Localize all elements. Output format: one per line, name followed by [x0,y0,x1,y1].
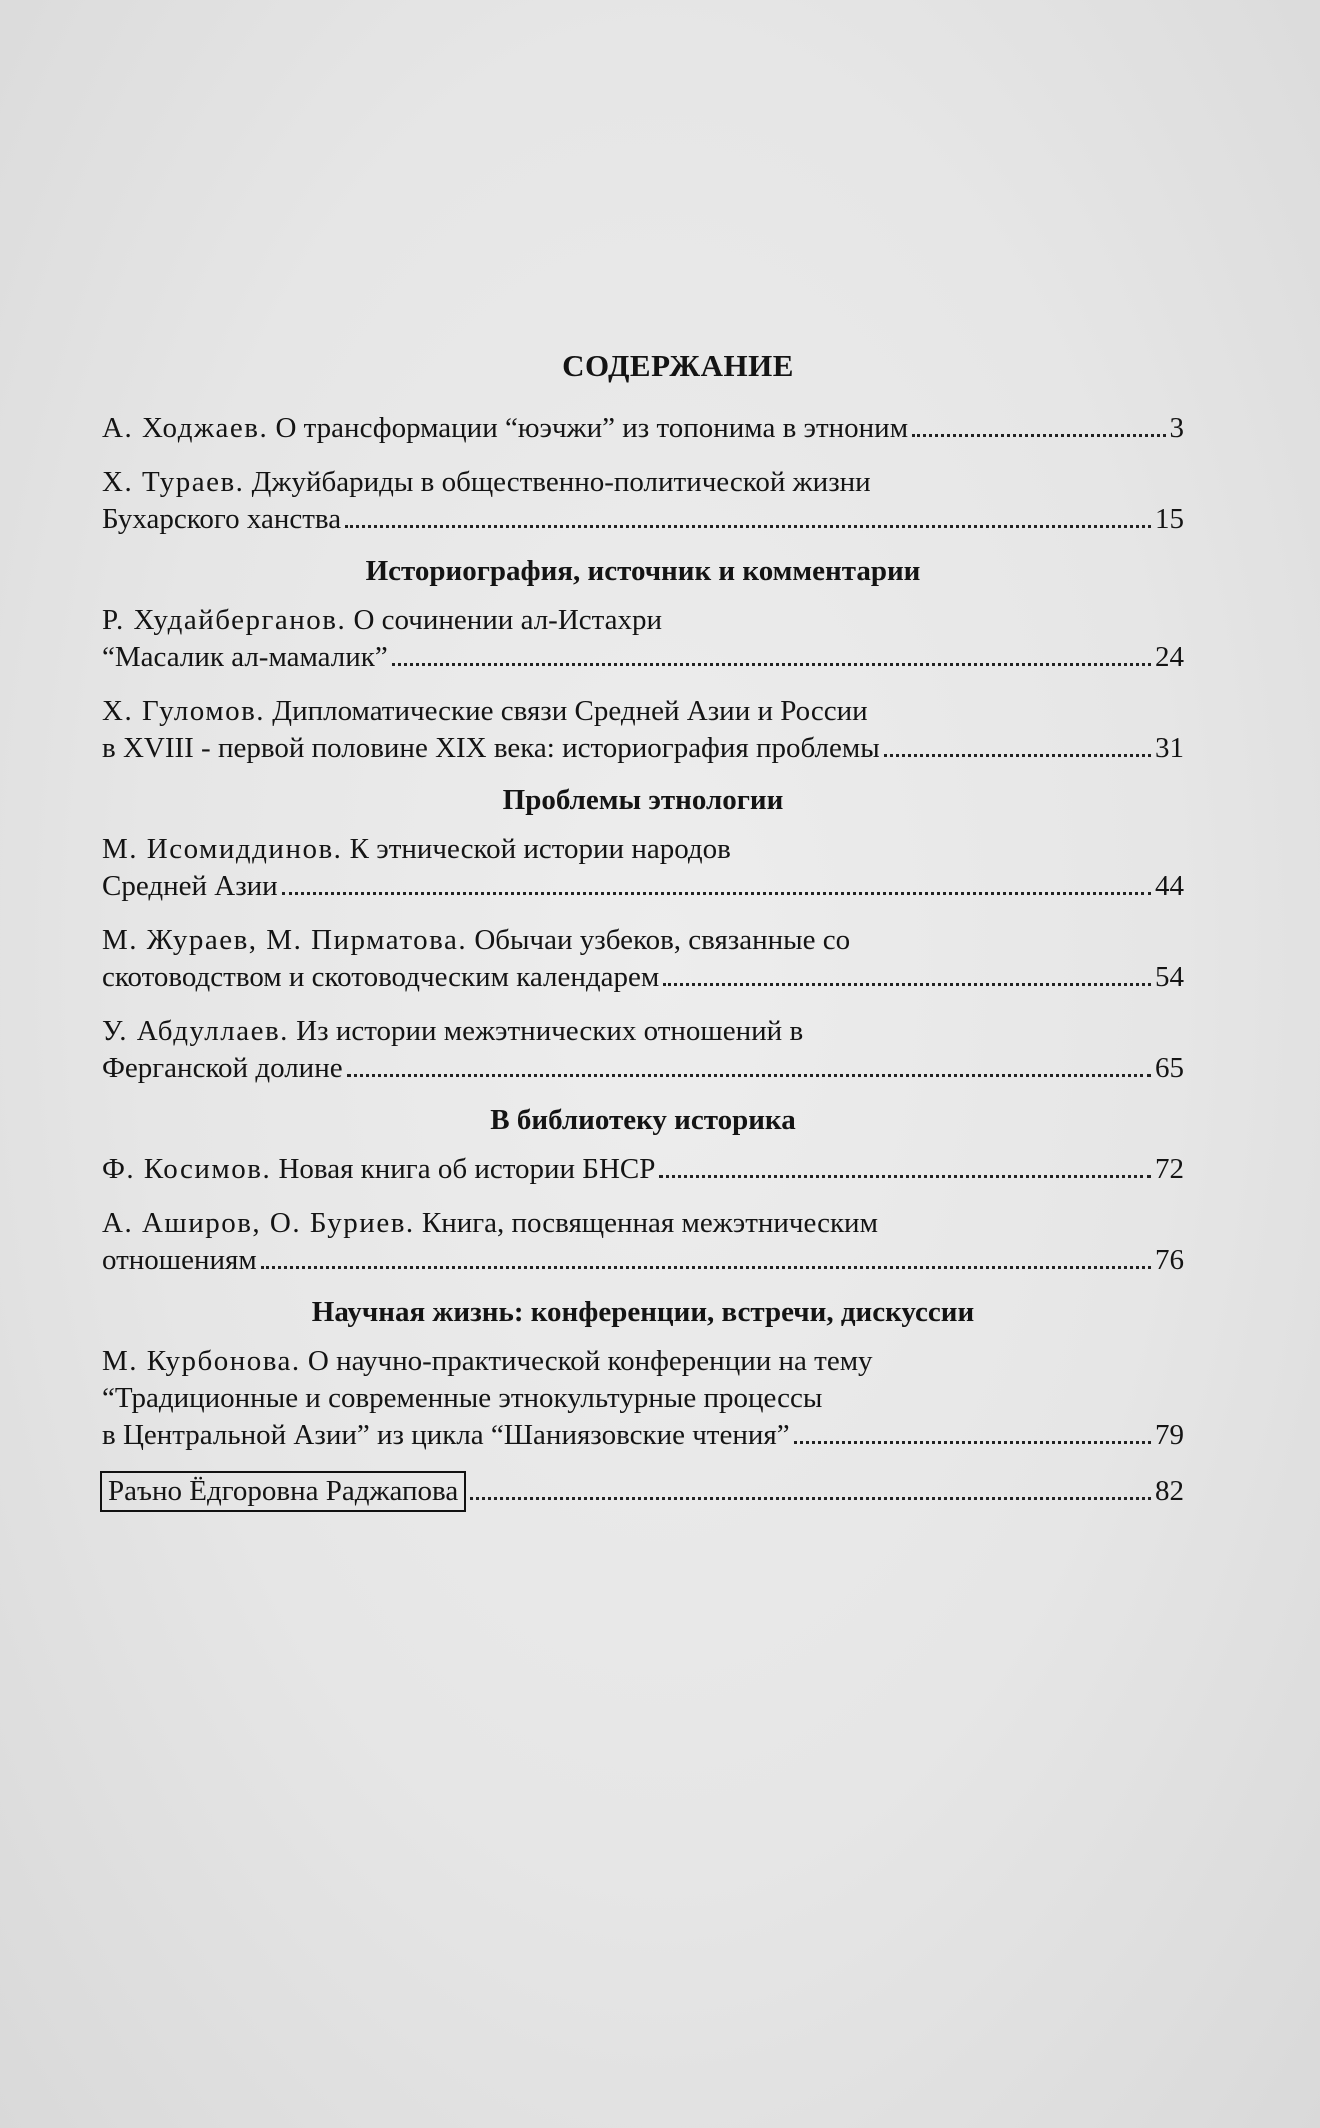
dot-leader [345,525,1151,528]
entry-text [102,410,908,447]
entry-text [102,833,731,865]
page-number: 24 [1155,641,1184,673]
entry-title: “Традиционные и современные этнокультурные процессы [102,1382,823,1414]
entry-title: Обычаи узбеков, связанные со [474,924,851,956]
page-number: 76 [1155,1244,1184,1276]
toc-entry-line [102,922,1184,959]
page-number: 31 [1155,732,1184,764]
page-title: СОДЕРЖАНИЕ [562,348,794,383]
section-heading: В библиотеку историка [490,1104,796,1136]
dot-leader [794,1441,1151,1444]
toc-entry [102,1205,1184,1279]
entry-text [102,466,871,498]
entry-text [102,730,880,767]
section-heading: Научная жизнь: конференции, встречи, дискуссии [311,1296,975,1328]
toc-entry-line [102,693,1184,730]
entry-author: М. Курбонова. [102,1345,301,1377]
entry-title: К этнической истории народов [349,833,731,865]
page-number: 72 [1155,1153,1184,1185]
toc-entry [102,1013,1184,1087]
page-number: 65 [1155,1052,1184,1084]
dot-leader [347,1074,1151,1077]
entry-text [102,924,850,956]
entry-text [102,868,278,905]
toc-entry-line [102,1343,1184,1380]
toc-entry-line [102,1050,1184,1087]
entry-text [102,1050,343,1087]
entry-title: Средней Азии [102,870,278,902]
entry-text [102,1151,655,1188]
toc-entry-line [102,831,1184,868]
toc-entry-line [102,1471,1184,1512]
toc-groups [102,410,1184,1454]
toc-entry-line [102,1151,1184,1188]
toc-entry-line [102,1417,1184,1454]
entry-text [102,1242,257,1279]
entry-text [102,501,341,538]
entry-author: Р. Худайберганов. [102,604,347,636]
toc-entry [102,1343,1184,1454]
entry-author: М. Исомиддинов. [102,833,343,865]
page-number: 79 [1155,1419,1184,1451]
toc-entry [102,1151,1184,1188]
page-number: 54 [1155,961,1184,993]
dot-leader [659,1175,1151,1178]
toc-entry-line [102,501,1184,538]
entry-title: в XVIII - первой половине XIX века: историография проблемы [102,732,880,764]
toc-entry [102,410,1184,447]
dot-leader [884,754,1151,757]
table-of-contents [102,348,1184,1529]
toc-entry-line [102,1242,1184,1279]
entry-text [102,639,388,676]
page-number: 44 [1155,870,1184,902]
section-heading: Проблемы этнологии [502,784,784,816]
toc-entry [102,693,1184,767]
dot-leader [470,1497,1151,1500]
entry-text [102,1345,873,1377]
section-heading: Историография, источник и комментарии [365,555,921,587]
boxed-name: Раъно Ёдгоровна Раджапова [100,1471,466,1512]
entry-text [102,1417,790,1454]
toc-entry-line [102,464,1184,501]
toc-entry [102,602,1184,676]
toc-entry-line [102,868,1184,905]
entry-title: “Масалик ал-мамалик” [102,641,388,673]
entry-text [102,604,662,636]
entry-text [102,959,659,996]
entry-title: в Центральной Азии” из цикла “Шаниязовские чтения” [102,1419,790,1451]
page-number: 15 [1155,503,1184,535]
entry-title: Книга, посвященная межэтническим [421,1207,878,1239]
toc-entry-line [102,410,1184,447]
entry-title: Ферганской долине [102,1052,343,1084]
entry-title: О трансформации “юэчжи” из топонима в этноним [275,412,909,444]
toc-entry-line [102,602,1184,639]
entry-title: Джуйбариды в общественно-политической жизни [251,466,871,498]
entry-author: А. Аширов, О. Буриев. [102,1207,415,1239]
dot-leader [663,983,1151,986]
toc-entry-line [102,1205,1184,1242]
entry-title: О сочинении ал-Истахри [353,604,663,636]
entry-author: У. Абдуллаев. [102,1015,289,1047]
dot-leader [261,1266,1151,1269]
page-number: 3 [1169,412,1184,444]
toc-entry-final [102,1471,1184,1512]
toc-entry [102,922,1184,996]
entry-text [102,1382,822,1414]
toc-entry-line [102,730,1184,767]
entry-author: Х. Гуломов. [102,695,266,727]
entry-author: Х. Тураев. [102,466,245,498]
entry-title: отношениям [102,1244,257,1276]
entry-title: Новая книга об истории БНСР [278,1153,656,1185]
entry-title: Бухарского ханства [102,503,342,535]
dot-leader [282,892,1151,895]
entry-author: М. Жураев, М. Пирматова. [102,924,468,956]
dot-leader [392,663,1151,666]
toc-entry [102,464,1184,538]
entry-author: А. Ходжаев. [102,412,269,444]
page-number: 82 [1155,1475,1184,1507]
toc-entry-line [102,1013,1184,1050]
entry-title: О научно-практической конференции на тему [307,1345,873,1377]
toc-entry-line [102,1380,1184,1417]
toc-entry-line [102,959,1184,996]
entry-text [102,695,868,727]
toc-entry [102,831,1184,905]
dot-leader [912,434,1165,437]
entry-text [102,1015,803,1047]
entry-author: Ф. Косимов. [102,1153,272,1185]
entry-title: скотоводством и скотоводческим календарем [102,961,660,993]
toc-entry-line [102,639,1184,676]
entry-text [102,1207,878,1239]
entry-title: Из истории межэтнических отношений в [296,1015,804,1047]
entry-title: Дипломатические связи Средней Азии и России [272,695,868,727]
